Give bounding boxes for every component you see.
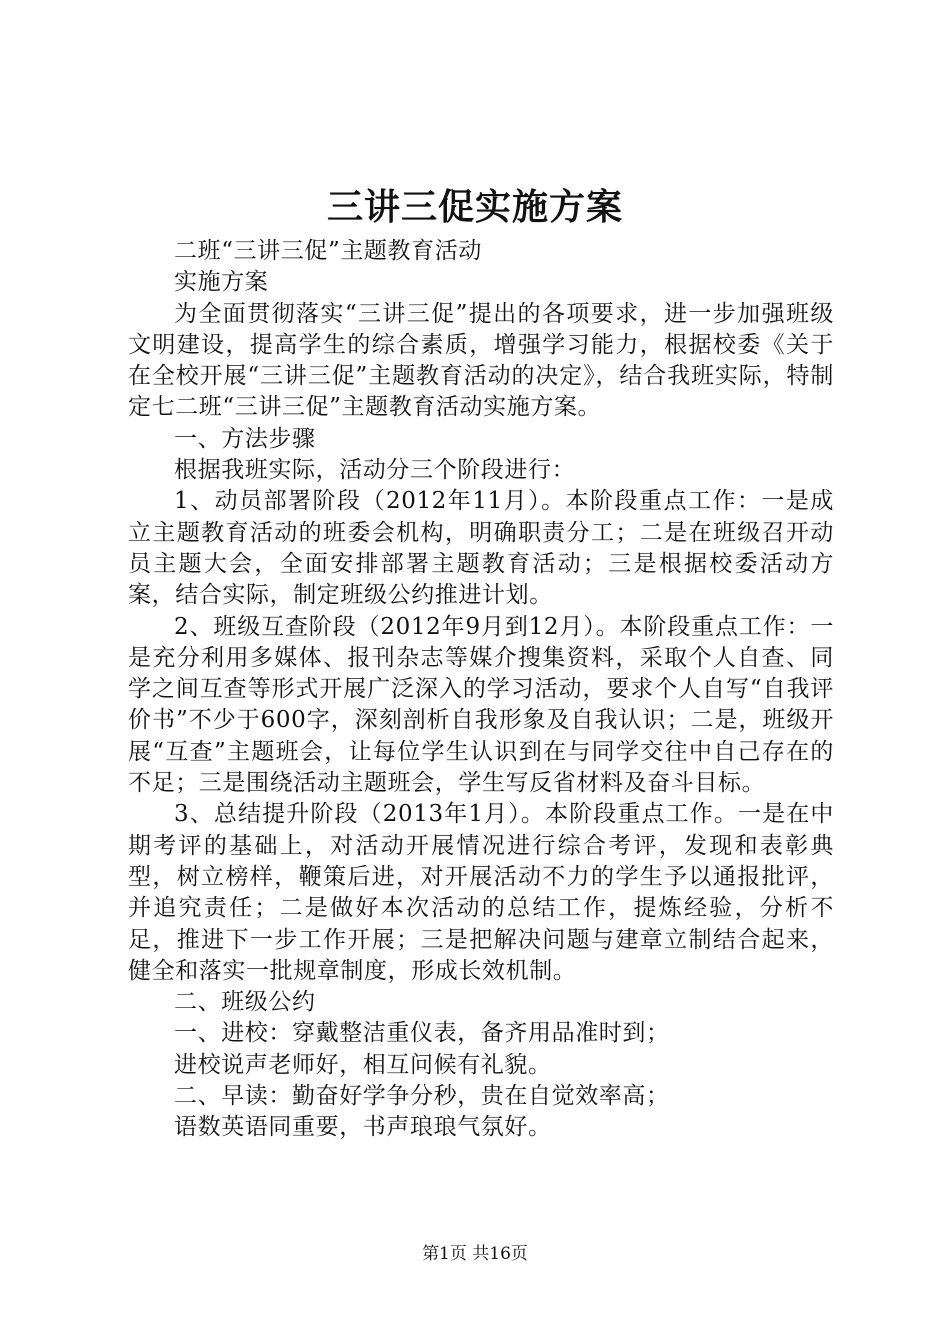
convention-line: 进校说声老师好，相互问候有礼貌。 <box>174 1051 552 1078</box>
convention-line: 语数英语同重要，书声琅琅气氛好。 <box>174 1114 552 1141</box>
stage-paragraph: 3、总结提升阶段（2013年1月）。本阶段重点工作。一是在中期考评的基础上，对活动开展情况进行综合考评，发现和表彰典型，树立榜样，鞭策后进，对开展活动不力的学生予以通报批评，并追究责任；二是做好本次活动的总结工作，提炼经验，分析不足，推进下一步工作开展；三是把解决问题与建章立制结合起来，健全和落实一批规章制度，形成长效机制。 <box>128 801 834 984</box>
subtitle-line: 二班“三讲三促”主题教育活动 <box>174 238 482 264</box>
stage-paragraph: 1、动员部署阶段（2012年11月）。本阶段重点工作：一是成立主题教育活动的班委会机构，明确职责分工；二是在班级召开动员主题大会，全面安排部署主题教育活动；三是根据校委活动方案，结合实际，制定班级公约推进计划。 <box>128 488 834 609</box>
page-number: 第1页 共16页 <box>422 1244 528 1264</box>
body-paragraph: 根据我班实际，活动分三个阶段进行： <box>174 457 576 484</box>
document-title: 三讲三促实施方案 <box>326 186 623 228</box>
convention-line: 一、进校：穿戴整洁重仪表，备齐用品准时到； <box>174 1020 670 1047</box>
stage-paragraph: 2、班级互查阶段（2012年9月到12月）。本阶段重点工作：一是充分利用多媒体、报刊杂志等媒介搜集资料，采取个人自查、同学之间互查等形式开展广泛深入的学习活动，要求个人自写“自我评价书”不少于600字，深刻剖析自我形象及自我认识；二是，班级开展“互查”主题班会，让每位学生认识到在与同学交往中自己存在的不足；三是围绕活动主题班会，学生写反省材料及奋斗目标。 <box>128 613 834 797</box>
intro-paragraph: 为全面贯彻落实“三讲三促”提出的各项要求，进一步加强班级文明建设，提高学生的综合素质，增强学习能力，根据校委《关于在全校开展“三讲三促”主题教育活动的决定》，结合我班实际，特制定七二班“三讲三促”主题教育活动实施方案。 <box>128 300 834 421</box>
convention-line: 二、早读：勤奋好学争分秒，贵在自觉效率高； <box>174 1083 670 1110</box>
document-body <box>128 236 834 1144</box>
subtitle-line: 实施方案 <box>174 269 269 296</box>
section-heading: 一、方法步骤 <box>174 425 316 452</box>
section-heading: 二、班级公约 <box>174 989 316 1016</box>
